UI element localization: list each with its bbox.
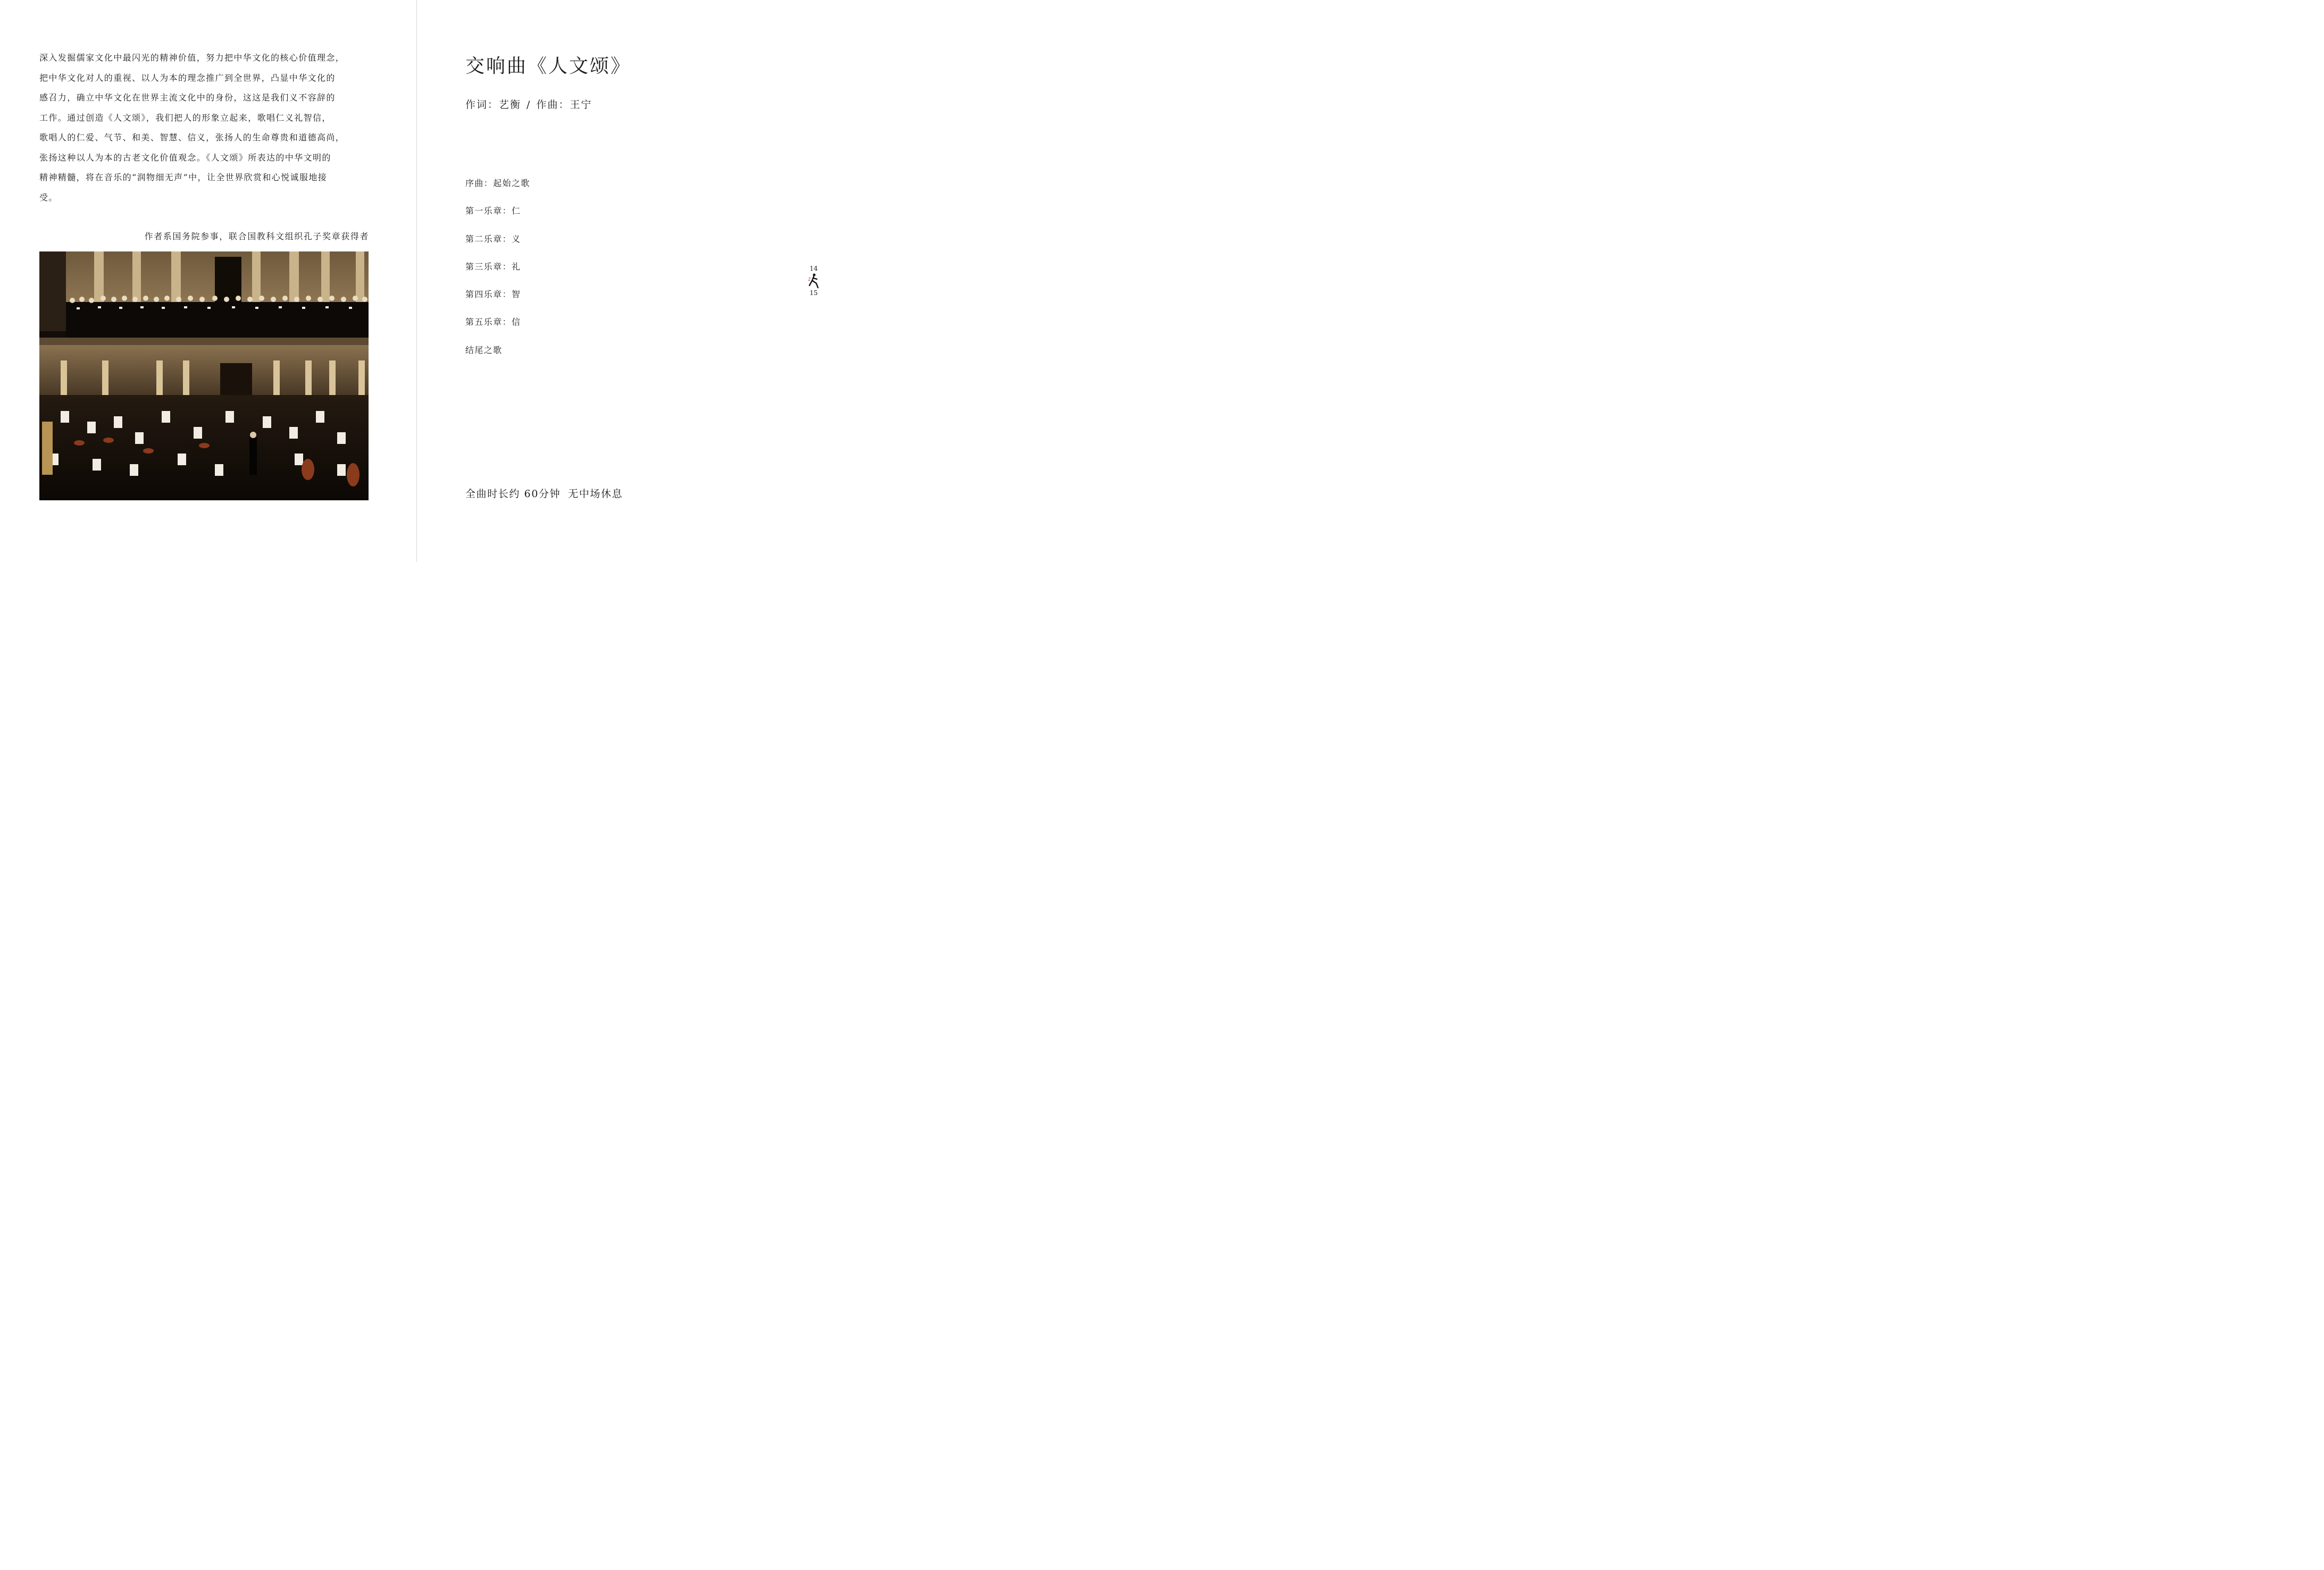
running-figure-icon bbox=[807, 273, 820, 289]
essay-paragraph bbox=[39, 48, 369, 207]
duration-note bbox=[465, 486, 623, 500]
composer-name: 王宁 bbox=[570, 99, 592, 111]
page-number-right: 15 bbox=[809, 289, 818, 297]
movement-item: 第三乐章：礼 bbox=[465, 261, 521, 272]
paragraph-line: 把中华文化对人的重视、以人为本的理念推广到全世界，凸显中华文化的 bbox=[39, 72, 336, 83]
paragraph-line: 工作。通过创造《人文颂》，我们把人的形象立起来，歌唱仁义礼智信， bbox=[39, 112, 331, 123]
movement-item: 第五乐章：信 bbox=[465, 317, 521, 328]
lyricist-label: 作词： bbox=[465, 99, 499, 111]
movement-item: 第一乐章：仁 bbox=[465, 206, 521, 216]
movement-list bbox=[465, 177, 530, 371]
duration-text: 全曲时长约 60分钟 bbox=[465, 488, 561, 500]
concert-photo bbox=[39, 251, 369, 500]
paragraph-line: 张扬这种以人为本的古老文化价值观念。《人文颂》所表达的中华文明的 bbox=[39, 152, 331, 163]
lyricist-name: 艺衡 bbox=[499, 99, 522, 111]
movement-item: 第二乐章：义 bbox=[465, 233, 521, 244]
composer-label: 作曲： bbox=[536, 99, 570, 111]
work-title: 交响曲《人文颂》 bbox=[465, 55, 632, 77]
credits-separator: / bbox=[526, 99, 531, 111]
intermission-text: 无中场休息 bbox=[568, 488, 623, 500]
folio bbox=[807, 265, 820, 297]
movement-item: 序曲：起始之歌 bbox=[465, 178, 530, 188]
paragraph-line: 精神精髓，将在音乐的“润物细无声”中，让全世界欣赏和心悦诚服地接 bbox=[39, 172, 328, 182]
paragraph-line: 感召力，确立中华文化在世界主流文化中的身份，这这是我们义不容辞的 bbox=[39, 93, 336, 103]
author-note: 作者系国务院参事，联合国教科文组织孔子奖章获得者 bbox=[144, 231, 369, 241]
paragraph-line: 歌唱人的仁爱、气节、和美、智慧、信义，张扬人的生命尊贵和道德高尚， bbox=[39, 132, 345, 142]
right-page bbox=[465, 0, 795, 562]
movement-item: 结尾之歌 bbox=[465, 345, 503, 355]
page-number-left: 14 bbox=[809, 265, 818, 272]
paragraph-line: 受。 bbox=[39, 192, 58, 203]
movement-item: 第四乐章：智 bbox=[465, 289, 521, 300]
credits-line bbox=[465, 97, 592, 111]
page-spread-divider bbox=[416, 0, 417, 562]
paragraph-line: 深入发掘儒家文化中最闪光的精神价值，努力把中华文化的核心价值理念， bbox=[39, 53, 345, 63]
